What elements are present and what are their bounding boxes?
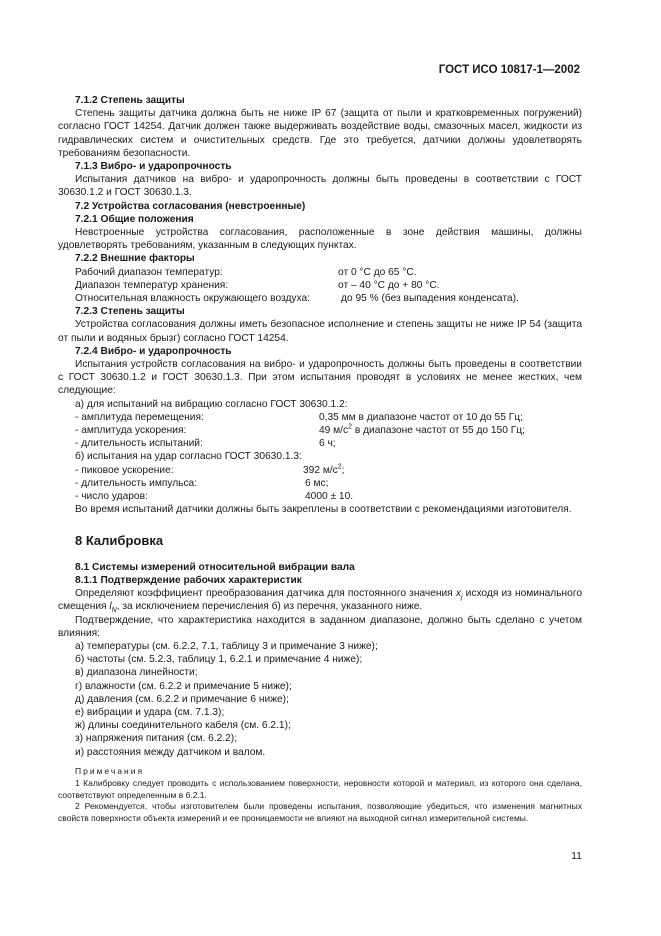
env-label: Диапазон температур хранения: [75,279,229,291]
note-2: 2 Рекомендуется, чтобы изготовителем были проведены испытания, позволяющие убедиться, что изменения магнитных свойств поверхности объекта измерений и ее проницаемости не влияют на выходной сигнал измерительной системы. [58,801,582,823]
section-7-2-1-text: Невстроенные устройства согласования, расположенные в зоне действия машины, должны удовлетворять требованиям, указанным в следующих пунктах. [58,227,582,252]
vib-row [58,411,582,424]
var-x-sub-text: j [460,594,463,602]
section-8-1-heading: 8.1 Системы измерений относительной вибрации вала [75,561,355,573]
shock-value: 4000 ± 10. [305,491,354,503]
vib-label: - амплитуда перемещения: [75,411,204,423]
shock-label: - длительность импульса: [75,477,198,489]
shock-value: 6 мс; [305,477,329,489]
section-7-2-3-text: Устройства согласования должны иметь безопасное исполнение и степень защиты не ниже IP 54 (защита от пыли и водяных брызг) согласно ГОСТ 14254. [58,319,582,344]
environment-table [58,266,582,306]
vib-row [58,424,582,437]
list-item: г) влажности (см. 6.2.2 и примечание 5 ниже); [75,680,292,692]
vib-label: - амплитуда ускорения: [75,425,187,437]
section-7-2-1-heading: 7.2.1 Общие положения [75,213,194,225]
section-8-heading: 8 Калибровка [75,532,164,548]
vib-value: 6 ч; [319,438,336,450]
list-item: д) давления (см. 6.2.2 и примечание 6 ниже); [75,693,289,705]
section-7-2-3-heading: 7.2.3 Степень защиты [75,306,185,318]
section-7-1-2-text: Степень защиты датчика должна быть не ниже IP 67 (защита от пыли и кратковременных погружений) согласно ГОСТ 14254. Датчик должен также выдерживать воздействие воды, смазочных масел, жидкости из гидравлических систем и очистительных средств. Где это требуется, датчики должны удовлетворять требованиям безопасности. [58,108,582,159]
env-row [58,266,582,279]
p1-text-c: , за исключением перечисления б) из перечня, указанного ниже. [116,601,423,613]
influence-list [58,640,582,759]
section-7-2-4-heading: 7.2.4 Вибро- и ударопрочность [75,345,232,357]
superscript: 2 [337,463,342,471]
shock-label: - пиковое ускорение: [75,464,174,476]
document-header: ГОСТ ИСО 10817-1—2002 [438,64,580,76]
section-8-1-1-paragraph-2: Подтверждение, что характеристика находится в заданном диапазоне, должно быть сделано с учетом влияния: [58,614,582,639]
shock-value-rest: ; [341,464,345,476]
shock-row [58,477,582,490]
shock-value [303,464,345,477]
superscript: 2 [348,423,352,431]
list-item: з) напряжения питания (см. 6.2.2); [75,733,238,745]
env-value: от 0 °C до 65 °C. [338,266,417,278]
env-row [58,279,582,292]
list-item: б) частоты (см. 5.2.3, таблицу 1, 6.2.1 и примечание 4 ниже); [75,654,363,666]
page-number: 11 [571,850,582,862]
list-item: а) температуры (см. 6.2.2, 7.1, таблицу 3 и примечание 3 ниже); [75,640,378,652]
shock-table [58,464,582,504]
env-row [58,292,582,305]
vibration-test-title: а) для испытаний на вибрацию согласно ГОСТ 30630.1.2: [75,398,348,410]
section-8-1-1-heading: 8.1.1 Подтверждение рабочих характеристик [75,574,302,586]
shock-value-main: 392 м/с [303,464,338,476]
section-7-2-4-closing: Во время испытаний датчики должны быть закреплены в соответствии с рекомендациями изготовителя. [75,504,572,516]
list-item: в) диапазона линейности; [75,667,198,679]
vib-label: - длительность испытаний: [75,438,203,450]
var-l: l [109,601,112,613]
vib-value-rest: в диапазоне частот от 55 до 150 Гц; [352,425,525,437]
env-label: Относительная влажность окружающего воздуха: [75,293,310,305]
vib-row [58,437,582,450]
env-label: Рабочий диапазон температур: [75,266,223,278]
section-8-1-1-paragraph-1 [58,587,582,613]
list-item: е) вибрации и удара (см. 7.1.3); [75,706,225,718]
vib-value-main: 49 м/с [319,425,349,437]
p1-text-b: исходя из номинального смещения [58,588,582,613]
vib-value [319,424,525,437]
var-x: x [455,588,461,600]
section-7-1-3-heading: 7.1.3 Вибро- и ударопрочность [75,161,232,173]
var-l-sub-text: N [111,607,117,615]
section-7-2-4-text: Испытания устройств согласования на вибро- и ударопрочность должны быть проведены в соответствии с ГОСТ 30630.1.2 и ГОСТ 30630.1.3. При этом испытания проводят в условиях не менее жестких, чем следующие: [58,359,582,397]
p1-text-a: Определяют коэффициент преобразования датчика для постоянного значения [75,588,456,600]
page-content [58,94,582,824]
shock-row [58,464,582,477]
shock-row [58,490,582,503]
shock-test-title: б) испытания на удар согласно ГОСТ 30630.1.3: [75,451,302,463]
env-value: от – 40 °C до + 80 °C. [338,279,440,291]
list-item: и) расстояния между датчиком и валом. [75,746,266,758]
notes-title: Примечания [75,765,145,776]
vibration-table [58,411,582,451]
section-7-1-2-heading: 7.1.2 Степень защиты [75,95,185,106]
shock-label: - число ударов: [75,491,148,503]
env-value: до 95 % (без выпадения конденсата). [341,293,519,305]
note-1: 1 Калибровку следует проводить с использованием поверхности, неровности которой и материал, из которого она сделана, соответствуют определенным в 6.2.1. [58,777,582,800]
list-item: ж) длины соединительного кабеля (см. 6.2.1); [75,720,291,732]
section-7-1-3-text: Испытания датчиков на вибро- и ударопрочность должны быть проведены в соответствии с ГОСТ 30630.1.2 и ГОСТ 30630.1.3. [58,174,582,199]
section-7-2-heading: 7.2 Устройства согласования (невстроенные) [75,200,306,212]
vib-value: 0,35 мм в диапазоне частот от 10 до 55 Гц; [319,411,523,423]
section-7-2-2-heading: 7.2.2 Внешние факторы [75,253,195,265]
